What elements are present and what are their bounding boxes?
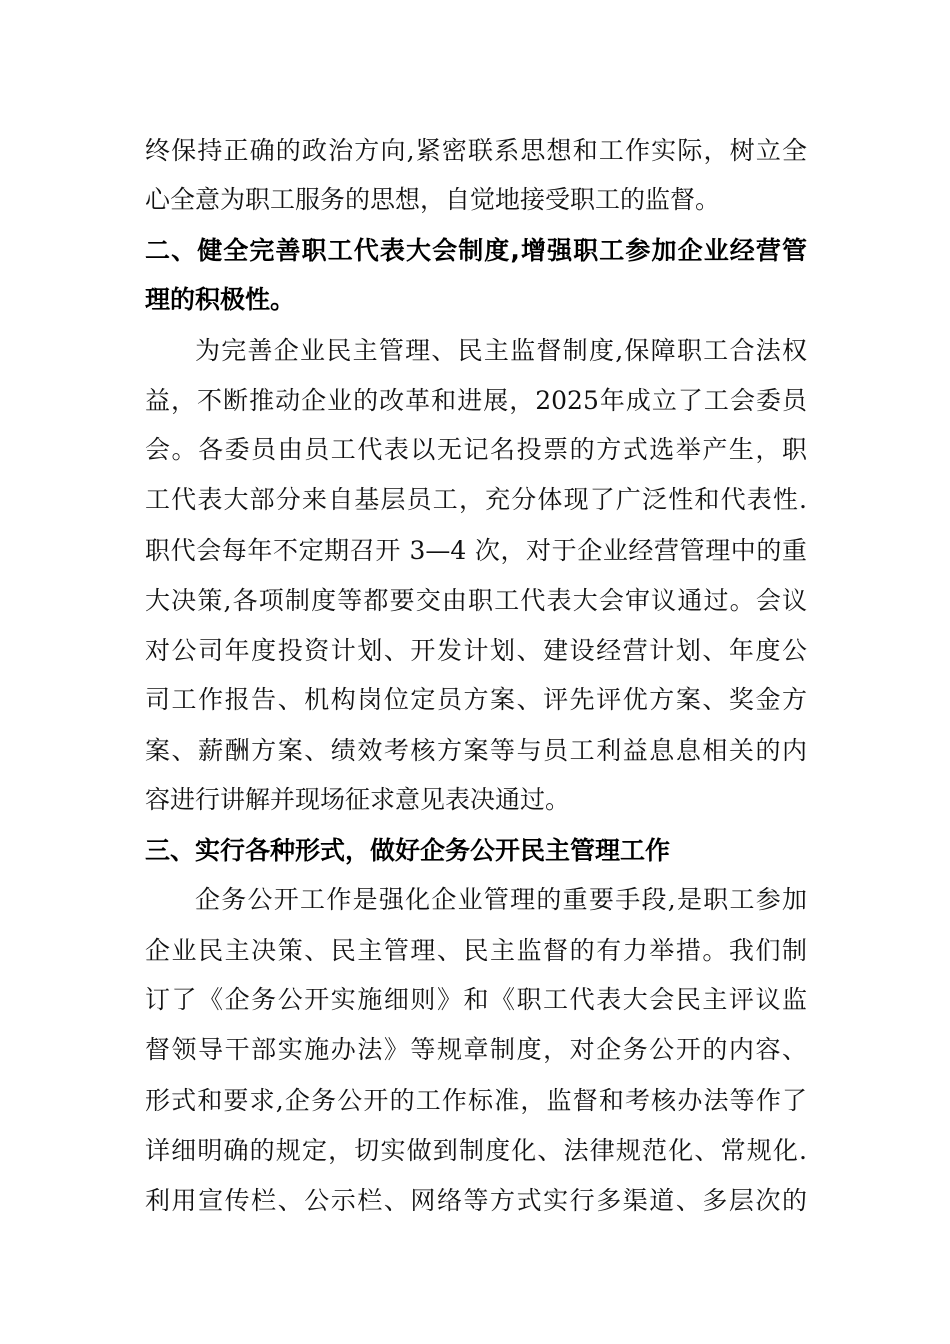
section-heading: 二、健全完善职工代表大会制度,增强职工参加企业经营管 [145,236,807,265]
paragraph-line: 容进行讲解并现场征求意见表决通过。 [145,785,571,814]
paragraph-line: 终保持正确的政治方向,紧密联系思想和工作实际，树立全 [145,136,807,165]
paragraph-line: 企业民主决策、民主管理、民主监督的有力举措。我们制 [145,936,807,965]
paragraph-line: 会。各委员由员工代表以无记名投票的方式选举产生，职 [145,435,807,464]
section-heading: 理的积极性。 [145,285,296,314]
paragraph-line: 司工作报告、机构岗位定员方案、评先评优方案、奖金方 [145,685,807,714]
section-heading: 三、实行各种形式，做好企务公开民主管理工作 [145,836,671,865]
paragraph-line: 益，不断推动企业的改革和进展，2025年成立了工会委员 [145,386,807,415]
paragraph-line: 形式和要求,企务公开的工作标准，监督和考核办法等作了 [145,1086,807,1115]
paragraph-line: 大决策,各项制度等都要交由职工代表大会审议通过。会议 [145,586,807,615]
paragraph-line: 企务公开工作是强化企业管理的重要手段,是职工参加 [195,885,807,914]
paragraph-line: 详细明确的规定，切实做到制度化、法律规范化、常规化. [145,1136,807,1165]
paragraph-line: 职代会每年不定期召开 3—4 次，对于企业经营管理中的重 [145,536,807,565]
paragraph-line: 对公司年度投资计划、开发计划、建设经营计划、年度公 [145,636,807,665]
paragraph-line: 心全意为职工服务的思想，自觉地接受职工的监督。 [145,185,721,214]
paragraph-line: 为完善企业民主管理、民主监督制度,保障职工合法权 [195,336,807,365]
paragraph-line: 案、薪酬方案、绩效考核方案等与员工利益息息相关的内 [145,736,807,765]
paragraph-line: 利用宣传栏、公示栏、网络等方式实行多渠道、多层次的 [145,1186,807,1215]
paragraph-line: 工代表大部分来自基层员工，充分体现了广泛性和代表性. [145,485,807,514]
paragraph-line: 订了《企务公开实施细则》和《职工代表大会民主评议监 [145,985,807,1014]
paragraph-line: 督领导干部实施办法》等规章制度，对企务公开的内容、 [145,1035,807,1064]
